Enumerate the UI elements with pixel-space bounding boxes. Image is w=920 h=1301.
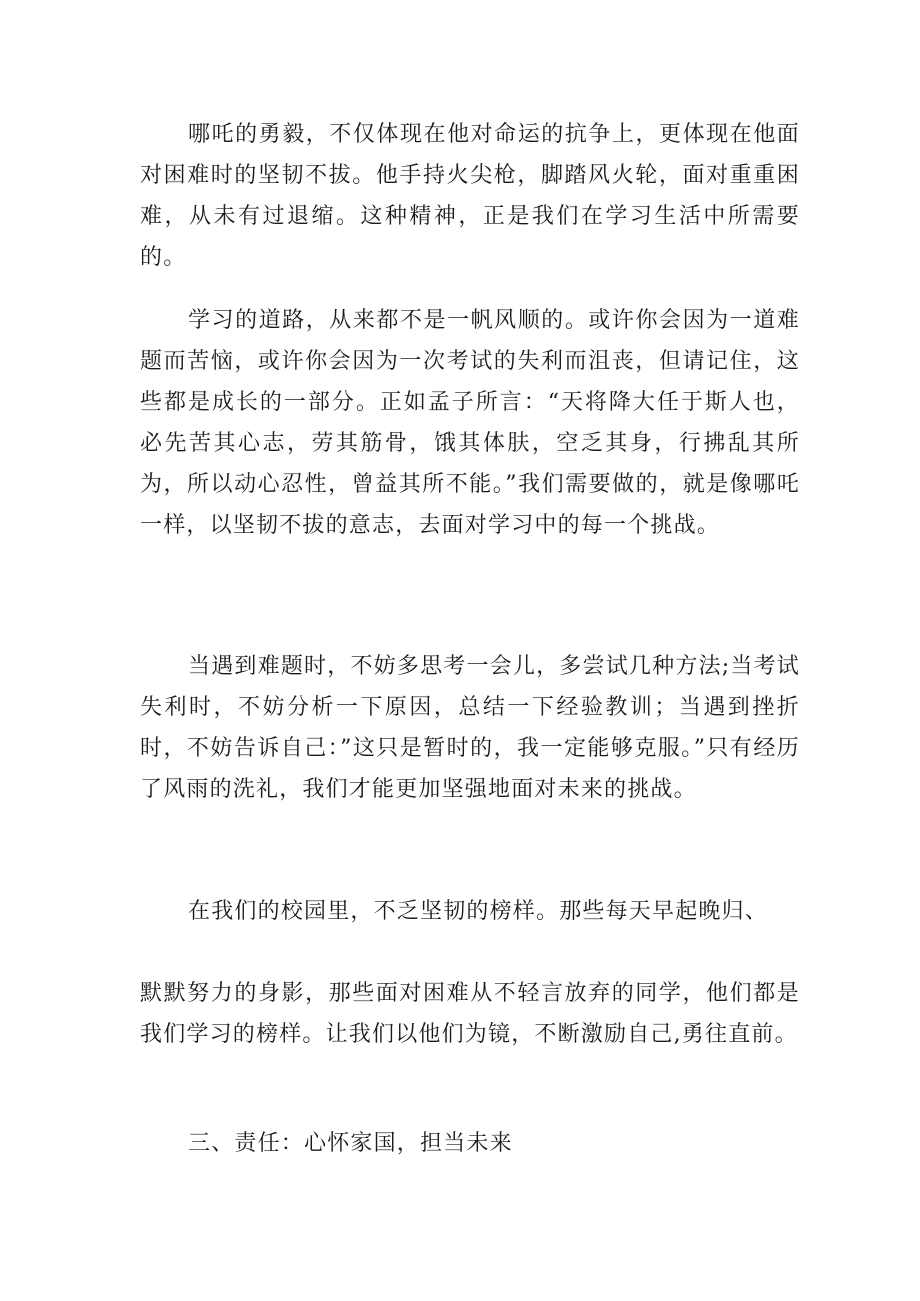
paragraph-courage: 哪吒的勇毅，不仅体现在他对命运的抗争上，更体现在他面对困难时的坚韧不拔。他手持火尖枪，脚踏风火轮，面对重重困难，从未有过退缩。这种精神，正是我们在学习生活中所需要的。	[140, 122, 800, 270]
paragraph-learning-path: 学习的道路，从来都不是一帆风顺的。或许你会因为一道难题而苦恼，或许你会因为一次考试的失利而沮丧，但请记住，这些都是成长的一部分。正如孟子所言：“天将降大任于斯人也，必先苦其心志，劳其筋骨，饿其体肤，空乏其身，行拂乱其所为，所以动心忍性，曾益其所不能。”我们需要做的，就是像哪吒一样，以坚韧不拔的意志，去面对学习中的每一个挑战。	[140, 308, 800, 538]
paragraph-facing-difficulties: 当遇到难题时，不妨多思考一会儿，多尝试几种方法;当考试失利时，不妨分析一下原因，总结一下经验教训；当遇到挫折时，不妨告诉自己：”这只是暂时的，我一定能够克服。”只有经历了风雨的洗礼，我们才能更加坚强地面对未来的挑战。	[140, 654, 800, 802]
section-heading: 三、责任：心怀家国，担当未来	[188, 1131, 513, 1156]
paragraph-role-models-start: 在我们的校园里，不乏坚韧的榜样。那些每天早起晚归、	[188, 899, 769, 924]
paragraph-role-models-continued: 默默努力的身影，那些面对困难从不轻言放弃的同学，他们都是我们学习的榜样。让我们以他们为镜，不断激励自己,勇往直前。	[140, 981, 800, 1047]
